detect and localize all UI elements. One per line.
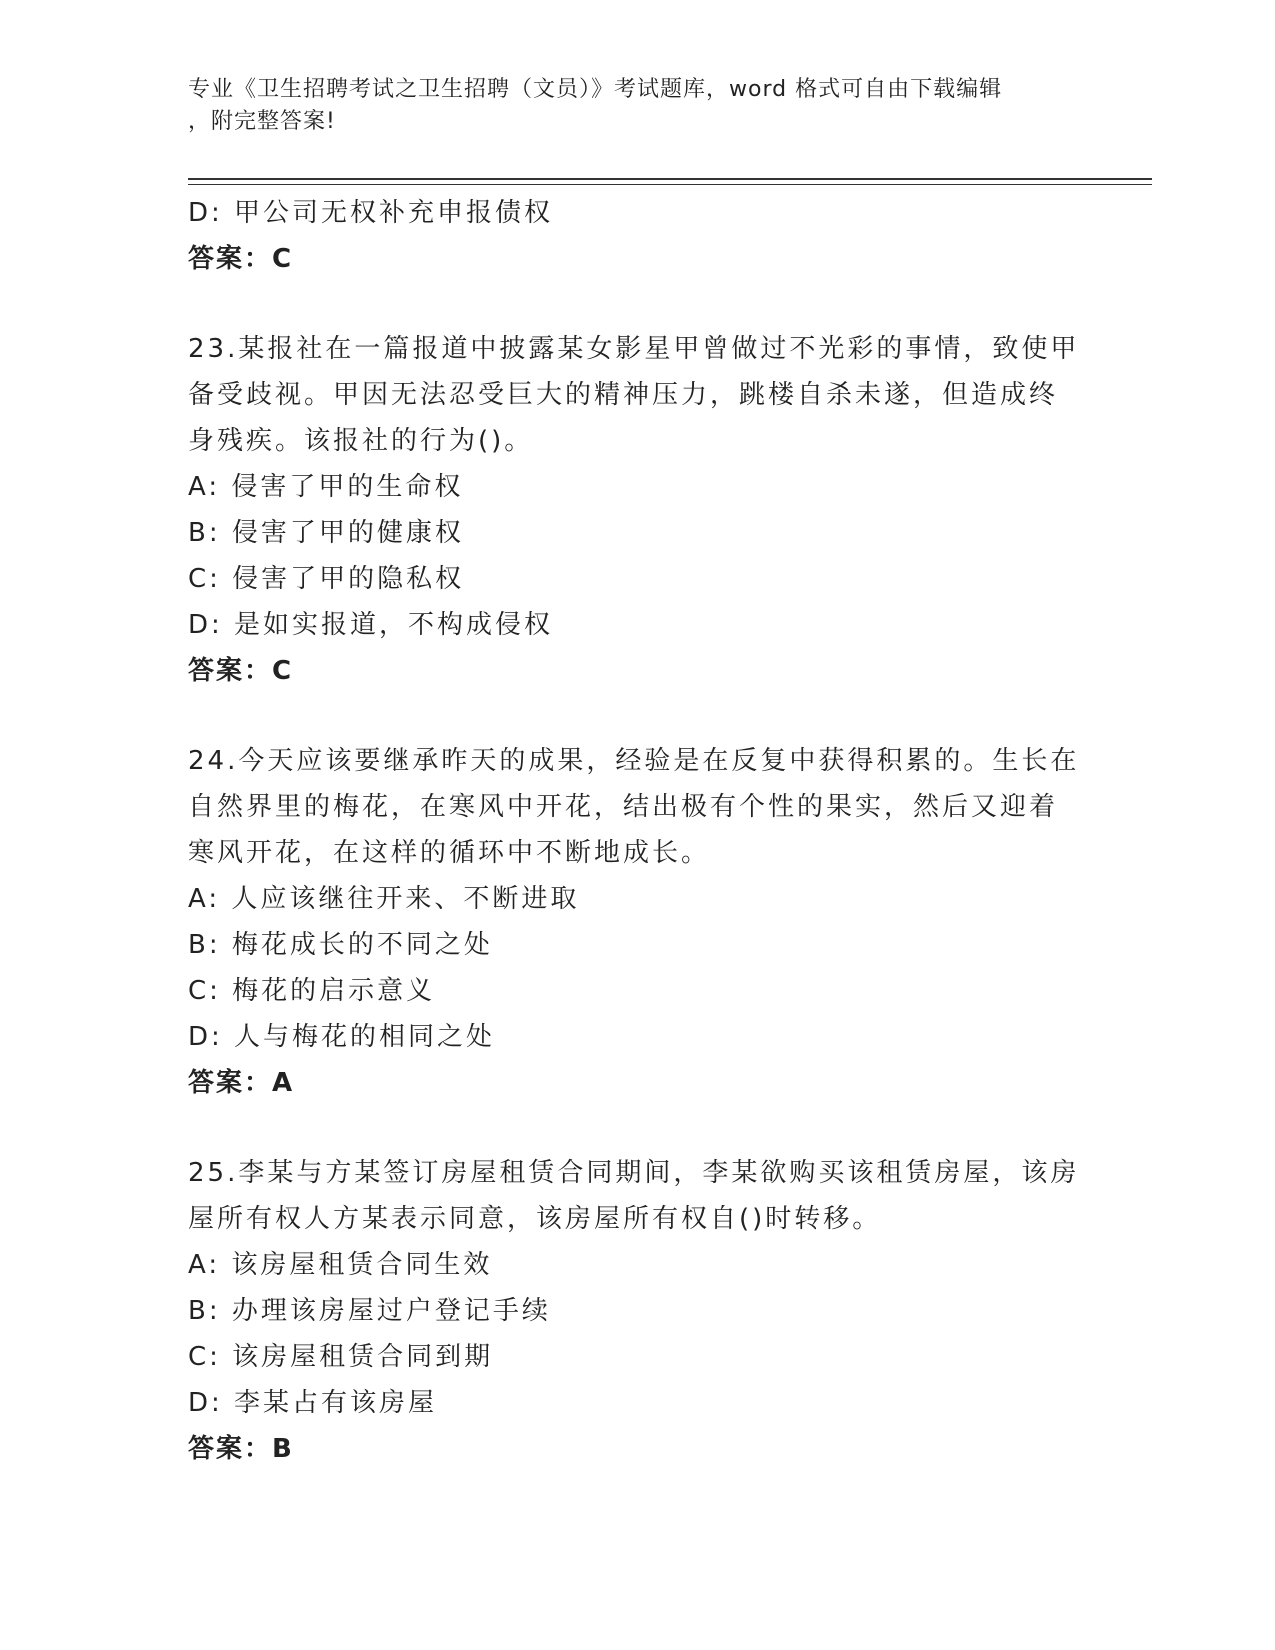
option-a: A: 该房屋租赁合同生效 xyxy=(188,1250,493,1280)
option-c: C: 该房屋租赁合同到期 xyxy=(188,1342,494,1372)
option-b: B: 侵害了甲的健康权 xyxy=(188,518,464,548)
question-24 xyxy=(188,738,1088,1106)
header-line-2: ，附完整答案! xyxy=(188,109,336,134)
stem-line: 备受歧视。甲因无法忍受巨大的精神压力，跳楼自杀未遂，但造成终 xyxy=(188,380,1059,410)
stem-line: 24.今天应该要继承昨天的成果，经验是在反复中获得积累的。生长在 xyxy=(188,746,1080,776)
previous-question-tail xyxy=(188,190,1088,282)
header-rule-thin xyxy=(188,184,1152,185)
option-b: B: 梅花成长的不同之处 xyxy=(188,930,493,960)
stem-line: 身残疾。该报社的行为()。 xyxy=(188,426,534,456)
option-c: C: 侵害了甲的隐私权 xyxy=(188,564,465,594)
option-a: A: 人应该继往开来、不断进取 xyxy=(188,884,580,914)
stem-line: 屋所有权人方某表示同意，该房屋所有权自()时转移。 xyxy=(188,1204,882,1234)
answer-line: 答案：A xyxy=(188,1068,295,1098)
option-d: D: 人与梅花的相同之处 xyxy=(188,1022,496,1052)
question-23 xyxy=(188,326,1088,694)
question-stem xyxy=(188,738,1088,876)
stem-line: 23.某报社在一篇报道中披露某女影星甲曾做过不光彩的事情，致使甲 xyxy=(188,334,1080,364)
answer-line: 答案：B xyxy=(188,1434,294,1464)
header-rule-thick xyxy=(188,178,1152,180)
stem-line: 25.李某与方某签订房屋租赁合同期间，李某欲购买该租赁房屋，该房 xyxy=(188,1158,1080,1188)
question-stem xyxy=(188,326,1088,464)
question-25 xyxy=(188,1150,1088,1472)
answer-line: 答案：C xyxy=(188,244,294,274)
option-d: D: 李某占有该房屋 xyxy=(188,1388,438,1418)
option-d: D: 甲公司无权补充申报债权 xyxy=(188,198,554,228)
option-b: B: 办理该房屋过户登记手续 xyxy=(188,1296,551,1326)
question-list xyxy=(188,190,1088,1472)
answer-line: 答案：C xyxy=(188,656,294,686)
stem-line: 自然界里的梅花，在寒风中开花，结出极有个性的果实，然后又迎着 xyxy=(188,792,1059,822)
option-d: D: 是如实报道，不构成侵权 xyxy=(188,610,554,640)
page-header xyxy=(188,74,1068,138)
question-stem xyxy=(188,1150,1088,1242)
header-line-1: 专业《卫生招聘考试之卫生招聘（文员）》考试题库，word 格式可自由下载编辑 xyxy=(188,77,1003,102)
option-c: C: 梅花的启示意义 xyxy=(188,976,436,1006)
option-a: A: 侵害了甲的生命权 xyxy=(188,472,464,502)
stem-line: 寒风开花，在这样的循环中不断地成长。 xyxy=(188,838,711,868)
